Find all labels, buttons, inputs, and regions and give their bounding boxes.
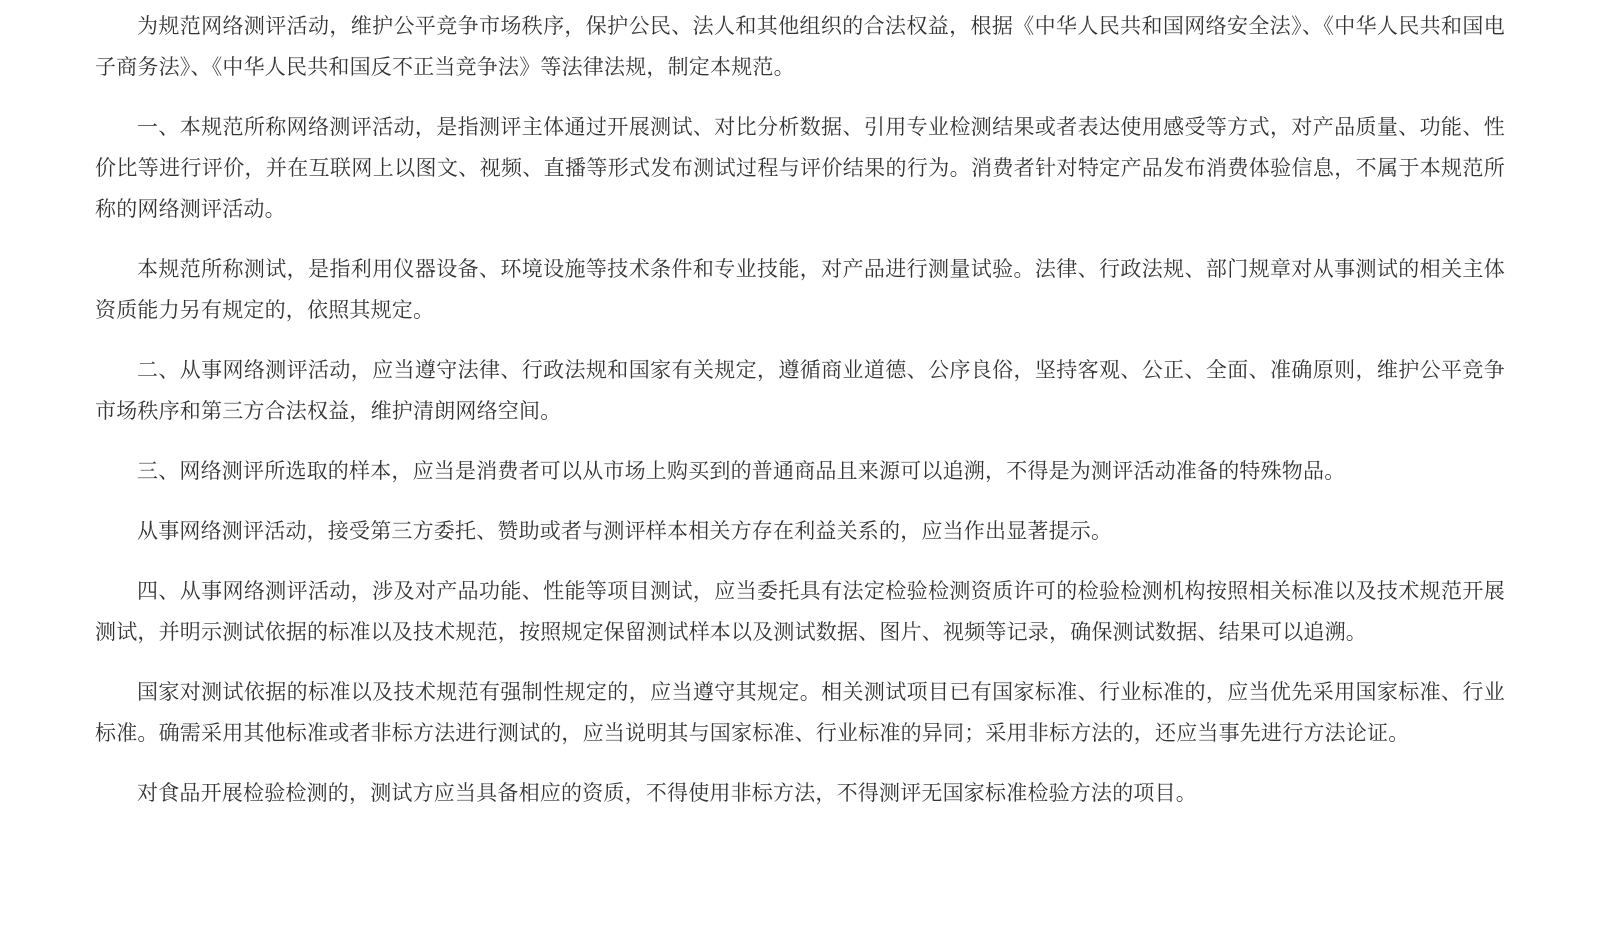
paragraph-article-1-testing-definition: 本规范所称测试，是指利用仪器设备、环境设施等技术条件和专业技能，对产品进行测量试验。法律、行政法规、部门规章对从事测试的相关主体资质能力另有规定的，依照其规定。 <box>95 257 1505 322</box>
paragraph-article-3-disclosure: 从事网络测评活动，接受第三方委托、赞助或者与测评样本相关方存在利益关系的，应当作出显著提示。 <box>137 519 1113 543</box>
paragraph-article-1: 一、本规范所称网络测评活动，是指测评主体通过开展测试、对比分析数据、引用专业检测结果或者表达使用感受等方式，对产品质量、功能、性价比等进行评价，并在互联网上以图文、视频、直播等形式发布测试过程与评价结果的行为。消费者针对特定产品发布消费体验信息，不属于本规范所称的网络测评活动。 <box>95 115 1505 221</box>
paragraph-article-4: 四、从事网络测评活动，涉及对产品功能、性能等项目测试，应当委托具有法定检验检测资质许可的检验检测机构按照相关标准以及技术规范开展测试，并明示测试依据的标准以及技术规范，按照规定保留测试样本以及测试数据、图片、视频等记录，确保测试数据、结果可以追溯。 <box>95 579 1505 644</box>
paragraph-article-2: 二、从事网络测评活动，应当遵守法律、行政法规和国家有关规定，遵循商业道德、公序良俗，坚持客观、公正、全面、准确原则，维护公平竞争市场秩序和第三方合法权益，维护清朗网络空间。 <box>95 358 1505 423</box>
paragraph-article-4-food: 对食品开展检验检测的，测试方应当具备相应的资质，不得使用非标方法，不得测评无国家标准检验方法的项目。 <box>137 781 1197 805</box>
paragraph-preamble: 为规范网络测评活动，维护公平竞争市场秩序，保护公民、法人和其他组织的合法权益，根据《中华人民共和国网络安全法》、《中华人民共和国电子商务法》、《中华人民共和国反不正当竞争法》等法律法规，制定本规范。 <box>95 14 1505 79</box>
paragraph-article-4-standards: 国家对测试依据的标准以及技术规范有强制性规定的，应当遵守其规定。相关测试项目已有国家标准、行业标准的，应当优先采用国家标准、行业标准。确需采用其他标准或者非标方法进行测试的，应当说明其与国家标准、行业标准的异同；采用非标方法的，还应当事先进行方法论证。 <box>95 680 1505 745</box>
paragraph-article-3: 三、网络测评所选取的样本，应当是消费者可以从市场上购买到的普通商品且来源可以追溯，不得是为测评活动准备的特殊物品。 <box>137 459 1346 483</box>
